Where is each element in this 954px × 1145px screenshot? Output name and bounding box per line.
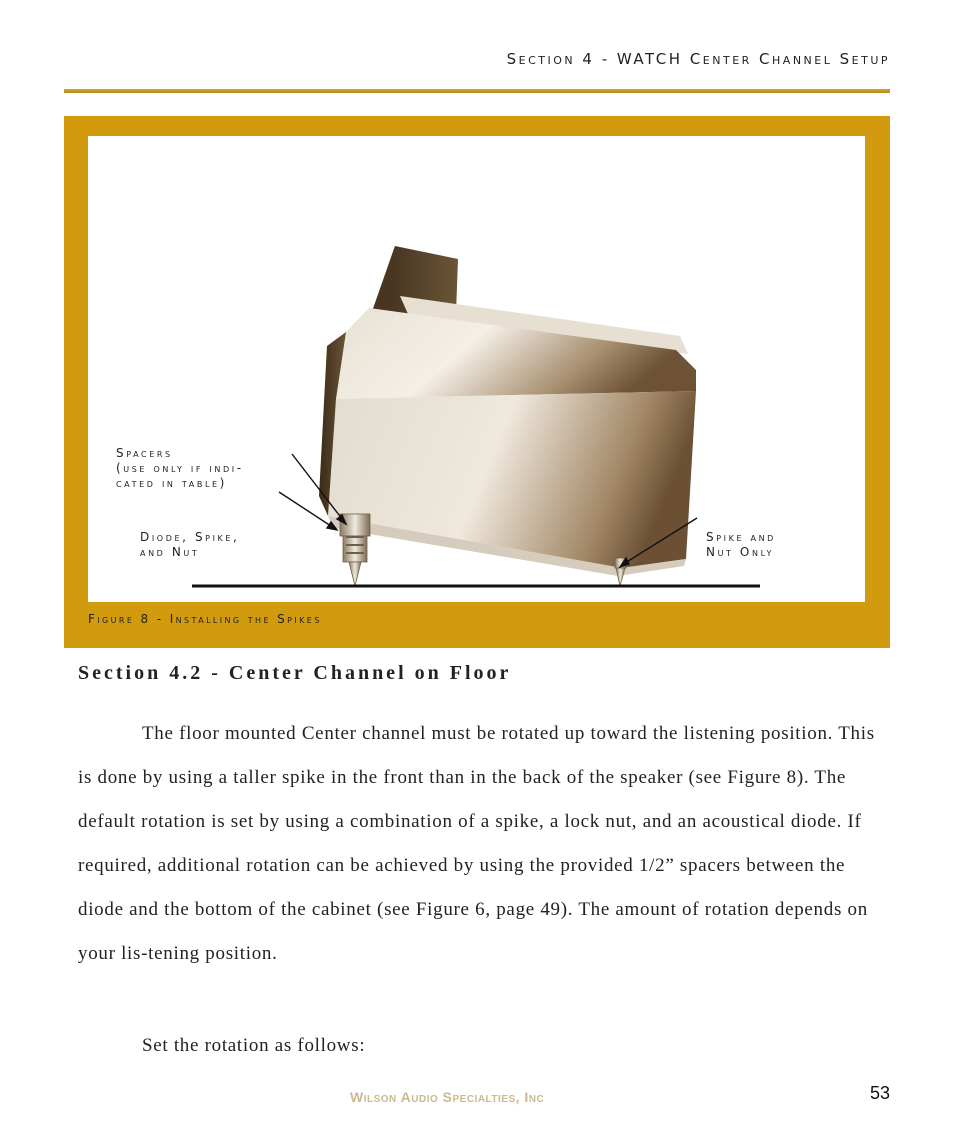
callout-diode-spike-nut: Diode, Spike, and Nut xyxy=(140,530,240,559)
callout-spacers: Spacers (use only if indi- cated in table) xyxy=(116,446,244,490)
page-number: 53 xyxy=(869,1083,890,1103)
body-paragraph-1-text: The floor mounted Center channel must be rotated up toward the listening position. This is done by using a taller spike in the front than in the back of the speaker (see Figure 8). The default rotation is set by using a combination of a spike, a lock nut, and an acoustical diode. If required, additional rotation can be achieved by using the provided 1/2” spacers between the diode and the bottom of the cabinet (see Figure 6, page 49). The amount of rotation depends on your lis-tening position. xyxy=(78,723,875,964)
front-spike-assembly xyxy=(340,514,370,586)
body-paragraph-2: Set the rotation as follows: xyxy=(142,1035,366,1056)
footer-brand: Wilson Audio Specialties, Inc xyxy=(350,1089,545,1105)
figure-illustration xyxy=(88,136,865,602)
figure-frame xyxy=(64,116,890,648)
header-rule xyxy=(64,89,890,93)
figure-caption: Figure 8 - Installing the Spikes xyxy=(88,612,322,626)
callout-spike-nut-only: Spike and Nut Only xyxy=(706,530,776,559)
speaker-cabinet xyxy=(319,308,696,576)
body-paragraph-1 xyxy=(78,712,888,976)
page-header: Section 4 - WATCH Center Channel Setup xyxy=(506,50,890,68)
section-heading: Section 4.2 - Center Channel on Floor xyxy=(78,662,512,684)
